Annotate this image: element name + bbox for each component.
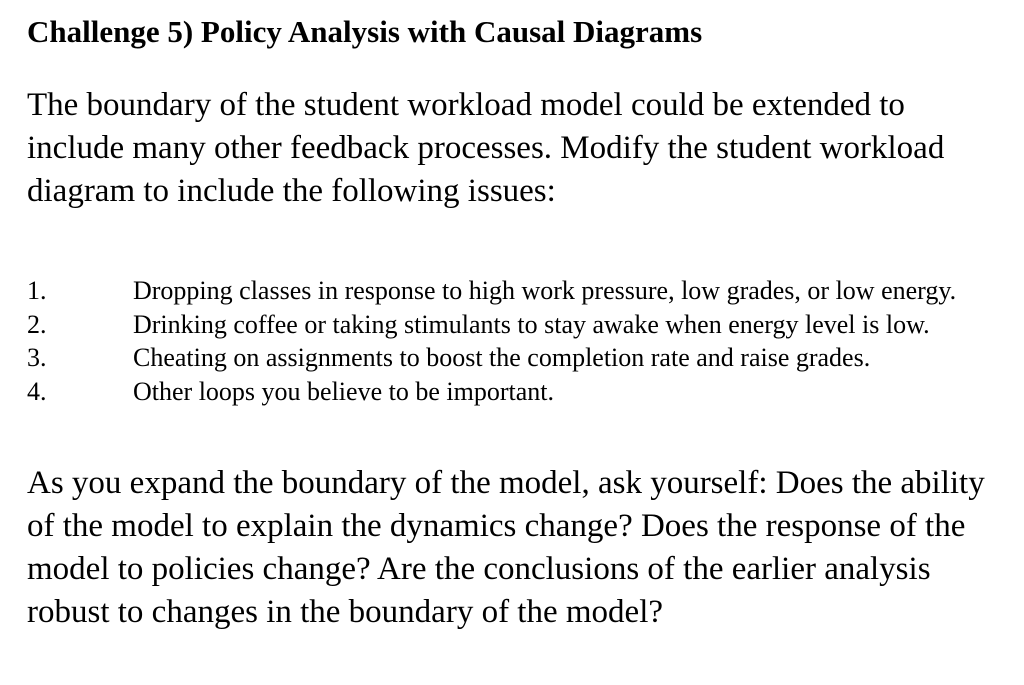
item-text: Other loops you believe to be important. — [133, 376, 554, 406]
item-text: Cheating on assignments to boost the completion rate and raise grades. — [133, 343, 871, 372]
item-number: 4. — [27, 376, 47, 406]
closing-paragraph: As you expand the boundary of the model, ask yourself: Does the ability of the model to explain the dynamics change? Does the response of the model to policies change? Are the conclusions of the earlier analysis robust to changes in the boundary of the model? — [27, 465, 985, 630]
item-number: 3. — [27, 343, 47, 372]
item-text: Drinking coffee or taking stimulants to stay awake when energy level is low. — [133, 309, 930, 339]
item-number: 1. — [27, 276, 47, 305]
list-item — [27, 375, 956, 409]
intro-paragraph: The boundary of the student workload model could be extended to include many other feedback processes. Modify the student workload diagram to include the following issues: — [27, 87, 945, 209]
list-item — [27, 274, 956, 308]
page-title: Challenge 5) Policy Analysis with Causal Diagrams — [27, 14, 703, 49]
item-number: 2. — [27, 309, 47, 339]
list-item — [27, 341, 956, 375]
list-item — [27, 308, 956, 342]
item-text: Dropping classes in response to high work pressure, low grades, or low energy. — [133, 276, 957, 305]
issue-list — [27, 274, 956, 408]
